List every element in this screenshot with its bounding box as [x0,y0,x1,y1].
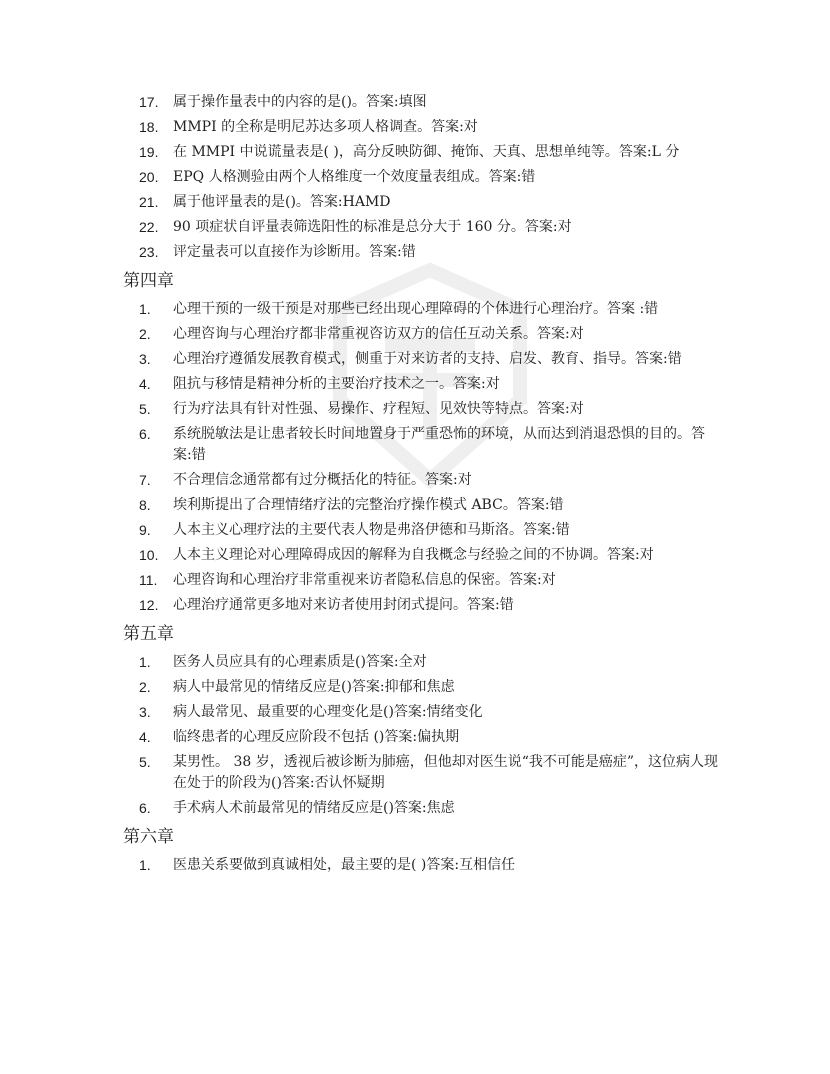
item-text: EPQ 人格测验由两个人格维度一个效度量表组成。答案:错 [173,169,536,185]
item-number: 1. [139,654,151,670]
item-text: 阻抗与移情是精神分析的主要治疗技术之一。答案:对 [173,376,500,392]
list-item [123,470,723,491]
item-text: 属于操作量表中的内容的是()。答案:填图 [173,94,427,110]
item-number: 11. [139,572,158,588]
item-text: 病人最常见、最重要的心理变化是()答案:情绪变化 [173,704,483,720]
chapter-4-list [123,299,723,616]
chapter-5-list [123,652,723,819]
item-text: 系统脱敏法是让患者较长时间地置身于严重恐怖的环境，从而达到消退恐惧的目的。答案:错 [173,426,705,463]
list-item [123,374,723,395]
list-item [123,349,723,370]
item-number: 5. [139,401,151,417]
item-text: 埃利斯提出了合理情绪疗法的完整治疗操作模式 ABC。答案:错 [173,497,564,513]
item-text: 人本主义心理疗法的主要代表人物是弗洛伊德和马斯洛。答案:错 [173,522,570,538]
item-text: 90 项症状自评量表筛选阳性的标准是总分大于 160 分。答案:对 [173,219,572,235]
item-number: 2. [139,326,151,342]
list-item [123,324,723,345]
list-item [123,92,723,113]
list-item [123,570,723,591]
list-item [123,217,723,238]
item-number: 6. [139,426,151,442]
chapter-heading-5: 第五章 [123,624,174,644]
item-number: 4. [139,376,151,392]
item-number: 3. [139,704,151,720]
item-text: 心理治疗遵循发展教育模式，侧重于对来访者的支持、启发、教育、指导。答案:错 [173,351,682,367]
item-text: 病人中最常见的情绪反应是()答案:抑郁和焦虑 [173,679,455,695]
list-item [123,299,723,320]
list-item [123,495,723,516]
item-number: 3. [139,351,151,367]
item-number: 1. [139,301,151,317]
list-item [123,424,723,466]
chapter-6-list [123,855,723,876]
item-number: 5. [139,754,151,770]
item-number: 19. [139,144,159,160]
item-text: 人本主义理论对心理障碍成因的解释为自我概念与经验之间的不协调。答案:对 [173,547,654,563]
item-text: 心理治疗通常更多地对来访者使用封闭式提问。答案:错 [173,597,514,613]
item-number: 9. [139,522,151,538]
item-number: 4. [139,729,151,745]
item-number: 23. [139,244,159,260]
list-item [123,399,723,420]
item-text: 心理咨询和心理治疗非常重视来访者隐私信息的保密。答案:对 [173,572,556,588]
item-text: 某男性。 38 岁，透视后被诊断为肺癌，但他却对医生说“我不可能是癌症”，这位病人现在处于的阶段为()答案:否认怀疑期 [173,754,719,791]
list-item [123,117,723,138]
item-number: 2. [139,679,151,695]
list-item [123,702,723,723]
item-number: 12. [139,597,159,613]
item-text: 手术病人术前最常见的情绪反应是()答案:焦虑 [173,800,455,816]
list-item [123,595,723,616]
list-item [123,192,723,213]
item-text: MMPI 的全称是明尼苏达多项人格调查。答案:对 [173,119,478,135]
item-text: 心理干预的一级干预是对那些已经出现心理障碍的个体进行心理治疗。答案 :错 [173,301,659,317]
list-item [123,167,723,188]
document-content [123,92,723,880]
item-text: 医务人员应具有的心理素质是()答案:全对 [173,654,427,670]
chapter-heading-4: 第四章 [123,271,174,291]
item-text: 临终患者的心理反应阶段不包括 ()答案:偏执期 [173,729,460,745]
item-text: 医患关系要做到真诚相处，最主要的是( )答案:互相信任 [173,857,516,873]
item-number: 20. [139,169,159,185]
item-text: 在 MMPI 中说谎量表是( )，高分反映防御、掩饰、天真、思想单纯等。答案:L 分 [173,144,680,160]
list-item [123,752,723,794]
item-number: 8. [139,497,151,513]
list-item [123,545,723,566]
item-number: 17. [139,94,159,110]
item-text: 不合理信念通常都有过分概括化的特征。答案:对 [173,472,472,488]
section-3-list [123,92,723,263]
list-item [123,652,723,673]
item-text: 属于他评量表的是()。答案:HAMD [173,194,391,210]
item-number: 1. [139,857,151,873]
item-text: 评定量表可以直接作为诊断用。答案:错 [173,244,416,260]
list-item [123,520,723,541]
item-text: 行为疗法具有针对性强、易操作、疗程短、见效快等特点。答案:对 [173,401,584,417]
list-item [123,677,723,698]
item-number: 21. [139,194,159,210]
item-number: 10. [139,547,159,563]
list-item [123,727,723,748]
list-item [123,855,723,876]
item-number: 18. [139,119,159,135]
list-item [123,798,723,819]
item-number: 7. [139,472,151,488]
item-number: 6. [139,800,151,816]
list-item [123,242,723,263]
item-text: 心理咨询与心理治疗都非常重视咨访双方的信任互动关系。答案:对 [173,326,584,342]
item-number: 22. [139,219,159,235]
chapter-heading-6: 第六章 [123,827,174,847]
list-item [123,142,723,163]
